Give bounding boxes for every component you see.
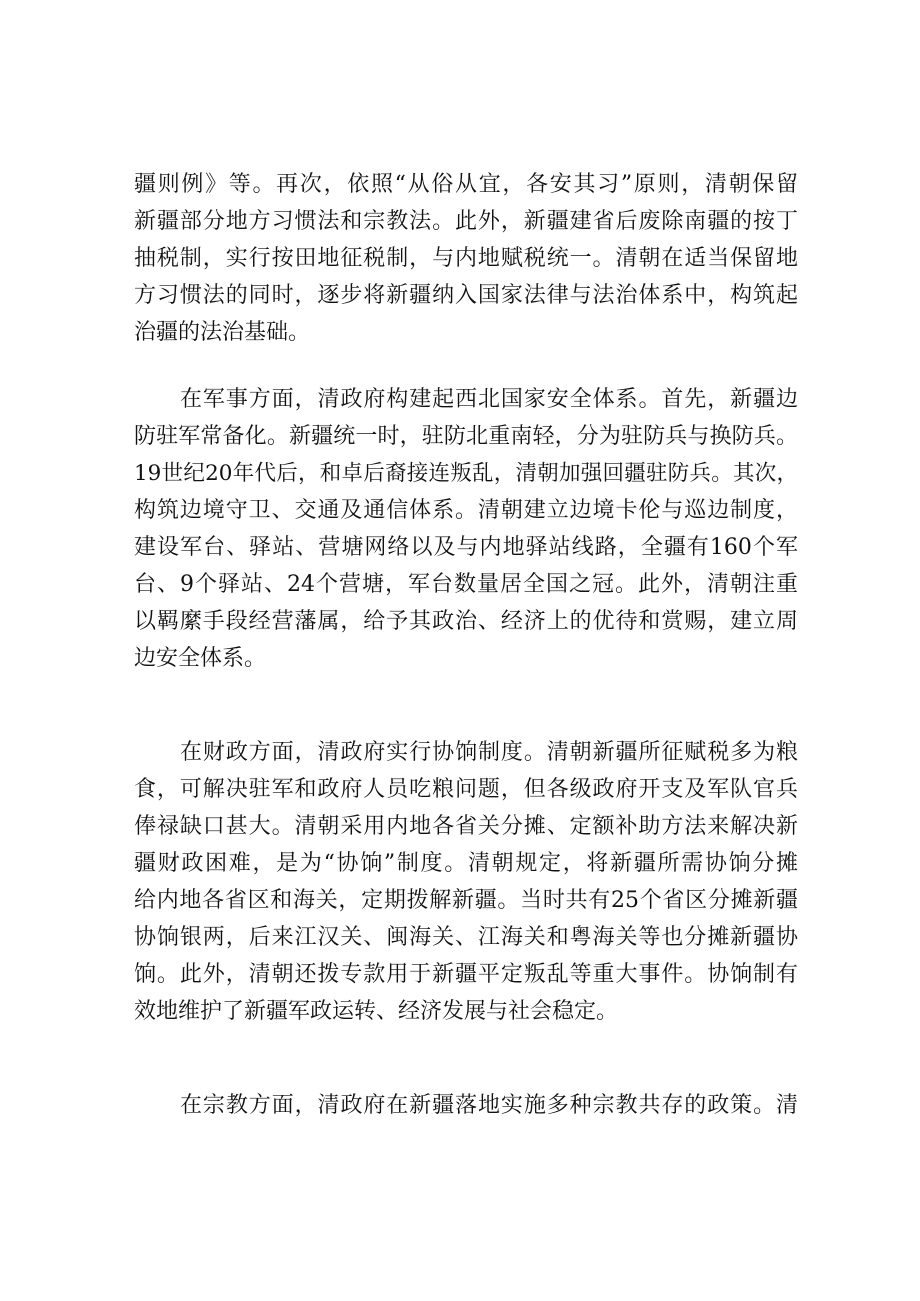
text-line: 治疆的法治基础。 — [134, 320, 311, 345]
paragraph-religion — [134, 1087, 798, 1124]
text-line: 建设军台、驿站、营塘网络以及与内地驿站线路，全疆有160个军 — [134, 535, 798, 560]
text-line: 台、9个驿站、24个营塘，军台数量居全国之冠。此外，清朝注重 — [134, 572, 798, 597]
text-line: 食，可解决驻军和政府人员吃粮问题，但各级政府开支及军队官兵 — [134, 777, 798, 802]
text-line: 俸禄缺口甚大。清朝采用内地各省关分摊、定额补助方法来解决新 — [134, 814, 798, 839]
text-line: 防驻军常备化。新疆统一时，驻防北重南轻，分为驻防兵与换防兵。 — [134, 424, 798, 449]
text-line: 饷。此外，清朝还拨专款用于新疆平定叛乱等重大事件。协饷制有 — [134, 962, 798, 987]
text-line: 新疆部分地方习惯法和宗教法。此外，新疆建省后废除南疆的按丁 — [134, 209, 798, 234]
text-line: 在军事方面，清政府构建起西北国家安全体系。首先，新疆边 — [180, 387, 798, 412]
text-line: 抽税制，实行按田地征税制，与内地赋税统一。清朝在适当保留地 — [134, 246, 798, 271]
text-line: 构筑边境守卫、交通及通信体系。清朝建立边境卡伦与巡边制度， — [134, 498, 798, 523]
text-line: 在宗教方面，清政府在新疆落地实施多种宗教共存的政策。清 — [180, 1093, 798, 1118]
paragraph-finance — [134, 734, 798, 1030]
text-line: 在财政方面，清政府实行协饷制度。清朝新疆所征赋税多为粮 — [180, 740, 798, 765]
text-line: 协饷银两，后来江汉关、闽海关、江海关和粤海关等也分摊新疆协 — [134, 925, 798, 950]
text-line: 以羁縻手段经营藩属，给予其政治、经济上的优待和赏赐，建立周 — [134, 609, 798, 634]
text-line: 19世纪20年代后，和卓后裔接连叛乱，清朝加强回疆驻防兵。其次， — [134, 461, 798, 486]
text-line: 疆则例》等。再次，依照“从俗从宜，各安其习”原则，清朝保留 — [134, 172, 798, 197]
text-line: 方习惯法的同时，逐步将新疆纳入国家法律与法治体系中，构筑起 — [134, 283, 798, 308]
paragraph-law — [134, 166, 798, 351]
text-line: 疆财政困难，是为“协饷”制度。清朝规定，将新疆所需协饷分摊 — [134, 851, 798, 876]
text-line: 给内地各省区和海关，定期拨解新疆。当时共有25个省区分摊新疆 — [134, 888, 798, 913]
text-line: 边安全体系。 — [134, 646, 267, 671]
text-line: 效地维护了新疆军政运转、经济发展与社会稳定。 — [134, 999, 619, 1024]
paragraph-military — [134, 381, 798, 677]
